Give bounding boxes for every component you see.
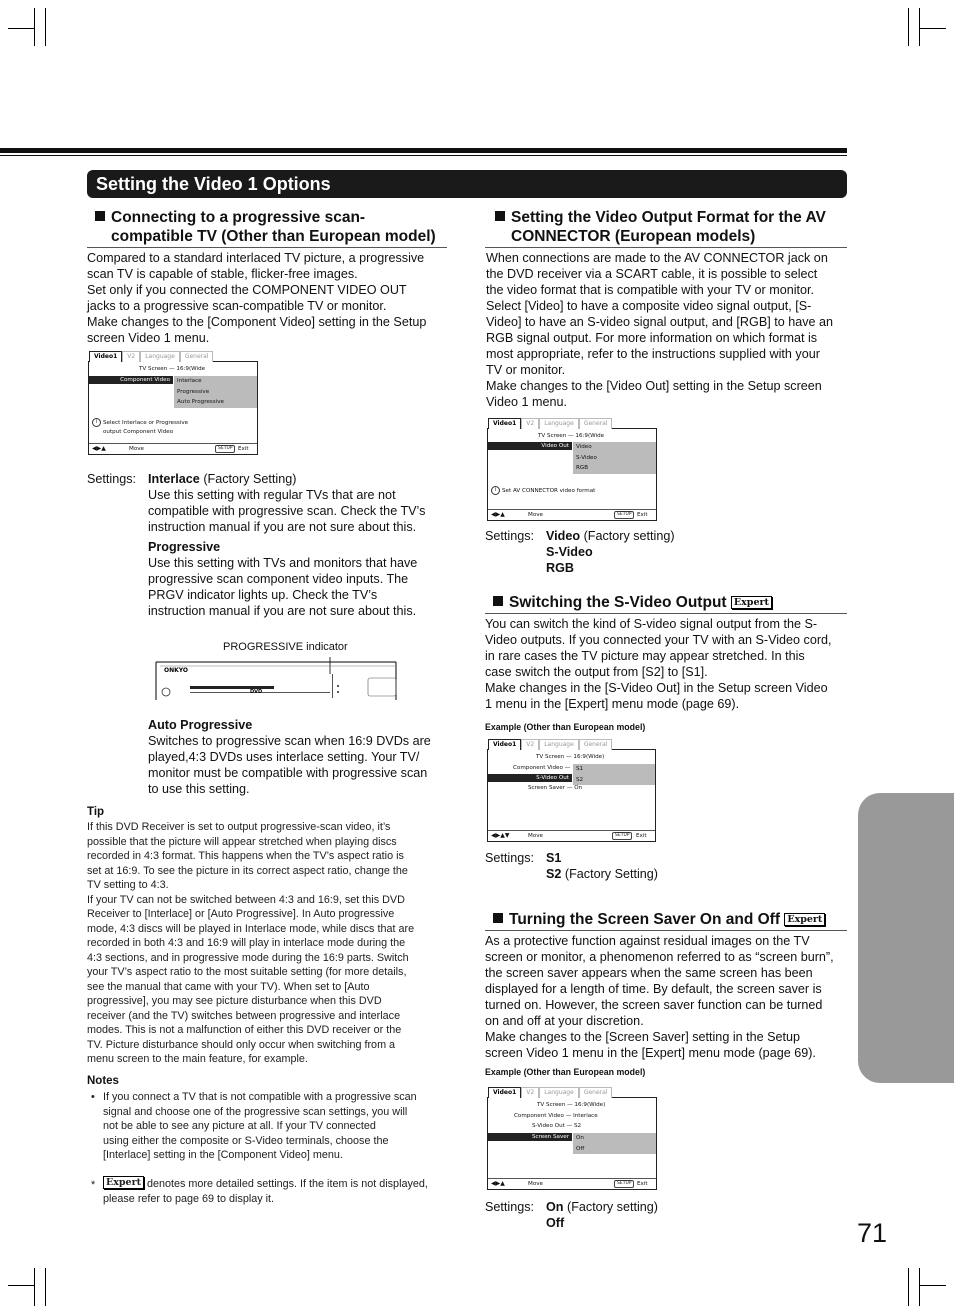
crop-mark bbox=[908, 8, 909, 46]
section-rule bbox=[485, 613, 847, 614]
dvd-logo: DVD bbox=[250, 689, 263, 695]
arrow-keys-icon: ◀▶▲ bbox=[491, 511, 505, 518]
setup-menu-svideo-out bbox=[487, 741, 656, 842]
setup-key-icon: SETUP bbox=[215, 445, 235, 453]
menu-row: Component Video — Interlace bbox=[514, 1113, 598, 1119]
tab-v2: V2 bbox=[122, 351, 140, 362]
ss-settings: On (Factory setting) Off bbox=[546, 1200, 658, 1230]
expert-badge-icon: Expert bbox=[731, 596, 772, 609]
notes-title: Notes bbox=[87, 1075, 119, 1087]
bullet-square-icon bbox=[95, 211, 105, 221]
menu-row: TV Screen — 16:9(Wide bbox=[538, 433, 605, 439]
menu-row: TV Screen — 16:9(Wide) bbox=[537, 1102, 606, 1108]
receiver-front-panel-illustration bbox=[150, 652, 400, 700]
tab-general: General bbox=[579, 1087, 613, 1098]
screen-saver-intro: As a protective function against residual images on the TV screen or monitor, a phenomenon referred to as “screen burn”, the screen saver appears when the same screen has been displayed for a length of time. By default, the screen saver is turned on. However, the screen saver function can be turned on and off at your discretion. Make changes to the [Screen Saver] setting in the Setup screen Video 1 menu in the [Expert] menu mode (page 69). bbox=[485, 934, 834, 1060]
arrow-keys-icon: ◀▶▲▼ bbox=[491, 832, 510, 839]
menu-row: S-Video Out — S2 bbox=[532, 1123, 582, 1129]
tab-v2: V2 bbox=[521, 1087, 539, 1098]
menu-footer: ◀▶▲ Move SETUP Exit bbox=[488, 1178, 656, 1189]
crop-mark bbox=[908, 1268, 909, 1306]
info-icon: i bbox=[491, 486, 500, 495]
menu-options: Interlace Progressive Auto Progressive bbox=[174, 376, 257, 408]
svideo-heading: Switching the S-Video Output Expert bbox=[493, 593, 853, 612]
menu-selected-row: S-Video Out bbox=[488, 774, 572, 782]
auto-progressive-setting: Auto Progressive Switches to progressive scan when 16:9 DVDs are played,4:3 DVDs uses interlace setting. Your TV/ monitor must be compatible with progressive scan to use this setting. bbox=[148, 718, 431, 796]
menu-hint: i Select Interlace or Progressive output Component Video bbox=[92, 418, 188, 437]
arrow-keys-icon: ◀▶▲ bbox=[92, 445, 106, 452]
arrow-keys-icon: ◀▶▲ bbox=[491, 1180, 505, 1187]
asterisk: * bbox=[91, 1179, 96, 1191]
tab-video1: Video1 bbox=[488, 739, 521, 750]
menu-options: Video S-Video RGB bbox=[573, 442, 656, 474]
tip-title: Tip bbox=[87, 806, 105, 818]
menu-selected-row: Screen Saver bbox=[488, 1133, 572, 1141]
expert-badge-icon: Expert bbox=[784, 913, 825, 926]
example-label: Example (Other than European model) bbox=[485, 722, 646, 732]
av-settings: Video (Factory setting) S-Video RGB bbox=[546, 529, 675, 575]
section-rule bbox=[485, 930, 847, 931]
tab-video1: Video1 bbox=[488, 418, 521, 429]
setup-menu-video-out bbox=[487, 420, 657, 521]
example-label: Example (Other than European model) bbox=[485, 1067, 646, 1077]
setup-key-icon: SETUP bbox=[614, 511, 634, 519]
menu-row: TV Screen — 16:9(Wide) bbox=[536, 754, 605, 760]
brand-logo: ONKYO bbox=[164, 667, 189, 674]
menu-footer: ◀▶▲▼ Move SETUP Exit bbox=[488, 830, 655, 841]
tab-video1: Video1 bbox=[89, 351, 122, 362]
sv-settings: S1 S2 (Factory Setting) bbox=[546, 851, 658, 881]
settings-label: Settings: bbox=[485, 1200, 535, 1214]
tab-language: Language bbox=[539, 1087, 579, 1098]
tab-general: General bbox=[579, 418, 613, 429]
page-title: Setting the Video 1 Options bbox=[87, 170, 847, 198]
setup-key-icon: SETUP bbox=[614, 1180, 634, 1188]
progressive-intro: Compared to a standard interlaced TV picture, a progressive scan TV is capable of stable, flicker-free images. Set only if you connected the COMPONENT VIDEO OUT jacks to a progressive scan-compatible TV or monitor. Make changes to the [Component Video] setting in the Setup screen Video 1 menu. bbox=[87, 251, 427, 345]
progressive-setting: Progressive Use this setting with TVs and monitors that have progressive scan component video inputs. The PRGV indicator lights up. Check the TV’s instruction manual if you are not sure about this. bbox=[148, 540, 418, 618]
header-rule-thin bbox=[0, 155, 847, 156]
crop-mark bbox=[8, 28, 34, 29]
menu-selected-row: Component Video bbox=[89, 376, 173, 384]
setup-menu-screen-saver bbox=[487, 1089, 657, 1190]
menu-footer: ◀▶▲ Move SETUP Exit bbox=[89, 443, 257, 454]
setup-key-icon: SETUP bbox=[612, 832, 632, 840]
settings-label: Settings: bbox=[485, 851, 535, 865]
menu-hint: i Set AV CONNECTOR video format bbox=[491, 486, 595, 496]
header-rule bbox=[0, 148, 847, 153]
page-number: 71 bbox=[857, 1218, 888, 1248]
crop-mark bbox=[34, 1268, 35, 1306]
menu-row: TV Screen — 16:9(Wide bbox=[139, 366, 206, 372]
crop-mark bbox=[919, 8, 920, 46]
note-bullet: • bbox=[91, 1091, 95, 1103]
note-text: If you connect a TV that is not compatible with a progressive scan signal and choose one of the progressive scan settings, you will not be able to see any picture at all. If your TV connected using either the composite or S-Video terminals, choose the [Interlace] setting in the [Component Video] menu. bbox=[103, 1091, 417, 1161]
av-output-heading: Setting the Video Output Format for the AV CONNECTOR (European models) bbox=[495, 208, 855, 246]
svideo-intro: You can switch the kind of S-video signal output from the S- Video outputs. If you connected your TV with an S-Video cord, in rare cases the TV picture may appear stretched. In this case switch the output from [S2] to [S1]. Make changes in the [S-Video Out] in the Setup screen Video 1 menu in the [Expert] menu mode (page 69). bbox=[485, 617, 832, 711]
section-rule bbox=[485, 247, 847, 248]
interlace-setting: Interlace (Factory Setting) Use this setting with regular TVs that are not compatible with progressive scan. Check the TV’s instruction manual if you are not sure about this. bbox=[148, 472, 426, 534]
menu-options: On Off bbox=[573, 1133, 656, 1154]
tab-language: Language bbox=[539, 739, 579, 750]
progressive-heading: Connecting to a progressive scan- compatible TV (Other than European model) bbox=[95, 208, 455, 246]
menu-row: Component Video — bbox=[513, 765, 571, 771]
settings-label: Settings: bbox=[87, 472, 137, 486]
tab-language: Language bbox=[140, 351, 180, 362]
expert-note: Expert denotes more detailed settings. If the item is not displayed, please refer to page 69 to display it. bbox=[103, 1177, 428, 1205]
bullet-square-icon bbox=[495, 211, 505, 221]
crop-mark bbox=[45, 1268, 46, 1306]
tab-v2: V2 bbox=[521, 739, 539, 750]
tab-video1: Video1 bbox=[488, 1087, 521, 1098]
settings-label: Settings: bbox=[485, 529, 535, 543]
section-rule bbox=[87, 247, 447, 248]
tab-v2: V2 bbox=[521, 418, 539, 429]
crop-mark bbox=[34, 8, 35, 46]
tab-general: General bbox=[180, 351, 214, 362]
crop-mark bbox=[920, 1285, 946, 1286]
tab-language: Language bbox=[539, 418, 579, 429]
crop-mark bbox=[919, 1268, 920, 1306]
av-intro: When connections are made to the AV CONNECTOR jack on the DVD receiver via a SCART cable, it is possible to select the video format that is compatible with your TV or monitor. Select [Video] to have a composite video signal output, [S- Video] to have an S-video signal output, and [RGB] to have an RGB signal output. For more information on which format is most appropriate, refer to the instructions supplied with your TV or monitor. Make changes to the [Video Out] setting in the Setup screen Video 1 menu. bbox=[486, 251, 834, 409]
expert-badge-icon: Expert bbox=[103, 1176, 144, 1189]
tip-text: If this DVD Receiver is set to output progressive-scan video, it’s possible that the picture will appear stretched when playing discs recorded in 4:3 format. This happens when the TV’s aspect ratio is set at 16:9. To see the picture in its correct aspect ratio, change the TV setting to 4:3. If your TV can not be switched between 4:3 and 16:9, set this DVD Receiver to [Interlace] or [Auto Progressive]. In Auto progressive mode, 4:3 discs will be played in Interlace mode, while discs that are recorded in both 4:3 and 16:9 will play in interlace mode during the 4:3 sections, and in progressive mode during the 16:9 parts. Switch your TV’s aspect ratio to the most suitable setting (for more details, see the manual that came with your TV). When set to [Auto progressive], you may see picture disturbance when this DVD receiver (and the TV) switches between progressive and interlace modes. This is not a malfunction of either this DVD receiver or the TV. Picture disturbance should only occur when switching from a menu screen to the main feature, for example. bbox=[87, 821, 415, 1065]
bullet-square-icon bbox=[493, 913, 503, 923]
crop-mark bbox=[45, 8, 46, 46]
indicator-label: PROGRESSIVE indicator bbox=[223, 641, 348, 653]
crop-mark bbox=[8, 1285, 34, 1286]
tab-general: General bbox=[579, 739, 613, 750]
menu-selected-row: Video Out bbox=[488, 442, 572, 450]
info-icon: i bbox=[92, 418, 101, 427]
menu-row: Screen Saver — On bbox=[528, 785, 583, 791]
menu-options: S1 S2 bbox=[573, 764, 655, 785]
screen-saver-heading: Turning the Screen Saver On and Off Expert bbox=[493, 910, 853, 929]
crop-mark bbox=[920, 28, 946, 29]
menu-footer: ◀▶▲ Move SETUP Exit bbox=[488, 509, 656, 520]
setup-menu-component-video bbox=[88, 353, 258, 455]
side-tab bbox=[858, 793, 954, 1083]
bullet-square-icon bbox=[493, 596, 503, 606]
